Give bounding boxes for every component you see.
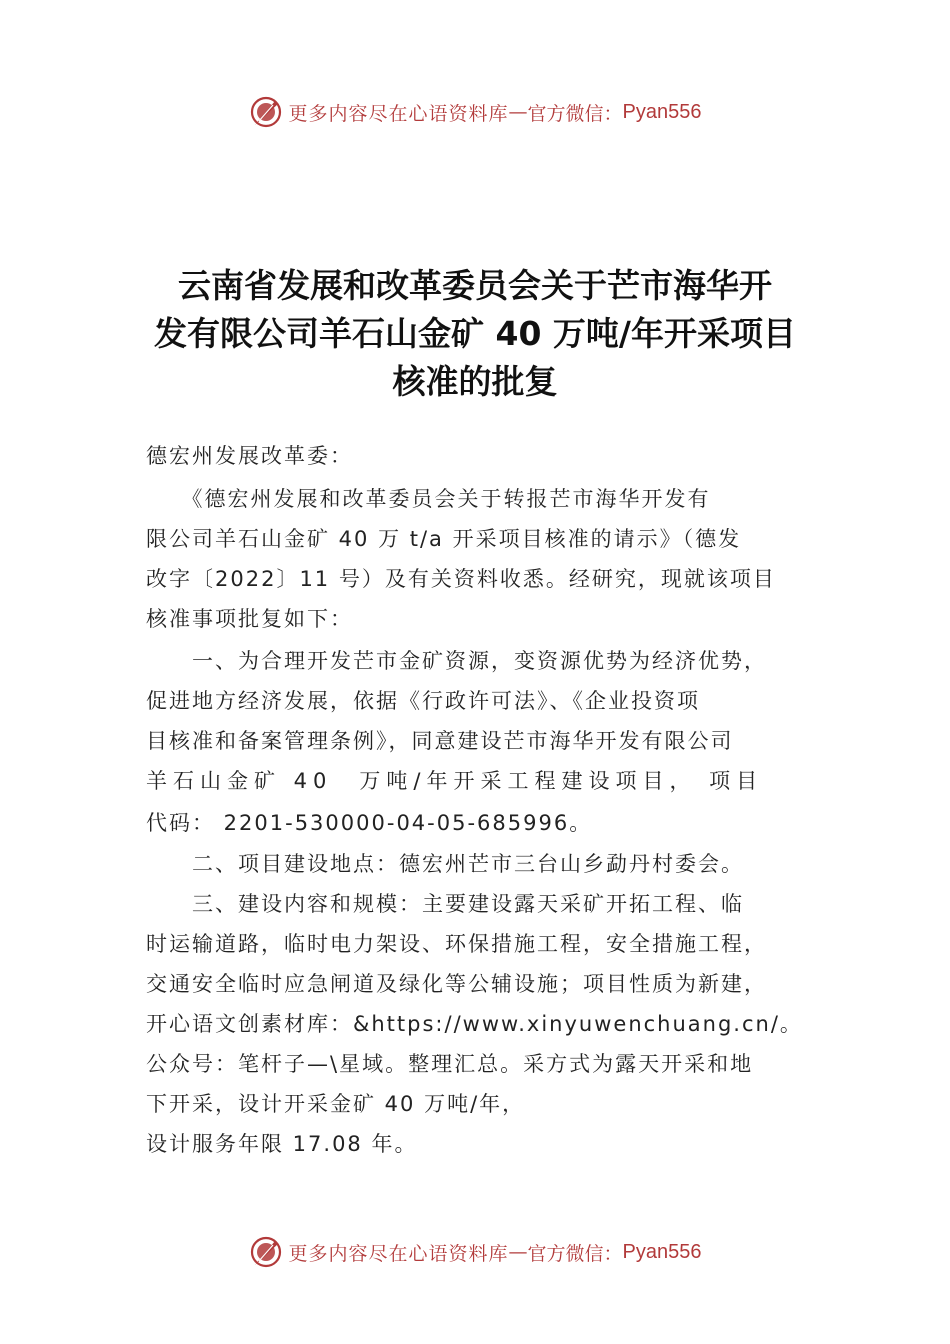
banner-text: 更多内容尽在心语资料库 [288, 102, 509, 125]
body-line: 设计服务年限 17.08 年。 [146, 1132, 418, 1156]
document-title [120, 262, 830, 406]
header-banner [0, 92, 950, 132]
banner-wechat-id: Pyan556 [622, 100, 702, 123]
body-line: 限公司羊石山金矿 40 万 t/a 开采项目核准的请示》（德发 [146, 527, 742, 551]
banner-wechat-label: 官方微信： [527, 102, 623, 125]
salutation: 德宏州发展改革委： [146, 444, 353, 468]
body-line: 交通安全临时应急闸道及绿化等公辅设施；项目性质为新建， [146, 972, 767, 996]
body-line: 时运输道路，临时电力架设、环保措施工程，安全措施工程， [146, 932, 767, 956]
banner-wechat-label: 官方微信： [527, 1242, 623, 1265]
body-line: 目核准和备案管理条例》，同意建设芒市海华开发有限公司 [146, 729, 734, 753]
body-line: 下开采，设计开采金矿 40 万吨/年， [146, 1092, 526, 1116]
body-line: 改字〔2022〕11 号）及有关资料收悉。经研究，现就该项目 [146, 567, 776, 591]
title-line: 云南省发展和改革委员会关于芒市海华开 [178, 266, 772, 305]
banner-wechat-id: Pyan556 [622, 1240, 702, 1263]
quill-seal-logo-icon [249, 1235, 283, 1269]
body-line: 核准事项批复如下： [146, 607, 353, 631]
banner-separator: — [508, 101, 528, 123]
body-line: 公众号：笔杆子—\星域。整理汇总。采方式为露天开采和地 [146, 1052, 754, 1076]
banner-separator: — [508, 1241, 528, 1263]
body-line: 羊石山金矿 40 万吨/年开采工程建设项目， 项目 [146, 769, 764, 793]
title-line: 发有限公司羊石山金矿 40 万吨/年开采项目 [154, 314, 796, 353]
body-line: 开心语文创素材库：&https://www.xinyuwenchuang.cn/。 [146, 1012, 803, 1036]
body-line: 一、为合理开发芒市金矿资源，变资源优势为经济优势， [146, 649, 767, 673]
body-line: 三、建设内容和规模：主要建设露天采矿开拓工程、临 [146, 892, 744, 916]
body-line: 《德宏州发展和改革委员会关于转报芒市海华开发有 [146, 487, 711, 511]
footer-banner [0, 1232, 950, 1272]
project-code-line: 代码： 2201-530000-04-05-685996。 [146, 811, 593, 835]
title-line: 核准的批复 [392, 362, 558, 401]
quill-seal-logo-icon [249, 95, 283, 129]
banner-text: 更多内容尽在心语资料库 [288, 1242, 509, 1265]
body-line: 二、项目建设地点：德宏州芒市三台山乡勐丹村委会。 [146, 852, 744, 876]
body-line: 促进地方经济发展，依据《行政许可法》、《企业投资项 [146, 689, 700, 713]
